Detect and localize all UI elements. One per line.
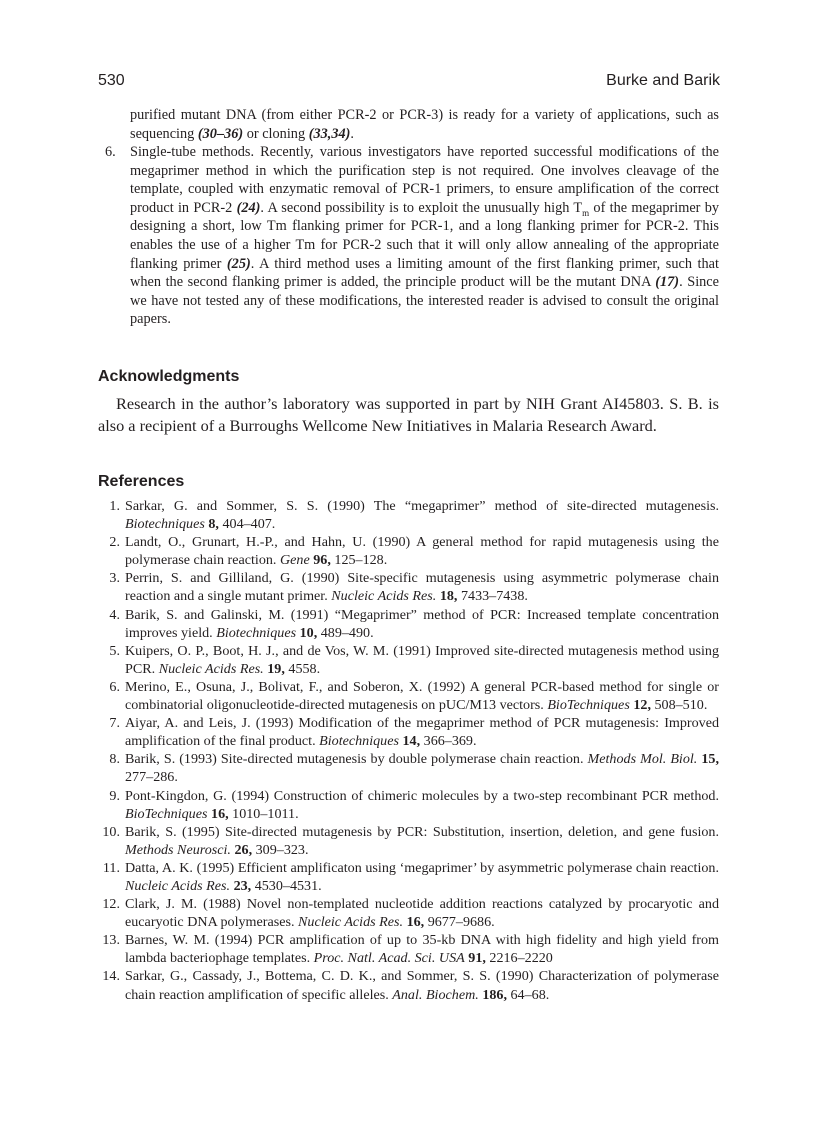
reference-pages: 489–490. <box>317 624 374 641</box>
journal-name: Nucleic Acids Res. <box>158 660 264 677</box>
subscript: m <box>582 207 590 218</box>
note-6 <box>105 143 719 329</box>
reference-pages: 309–323. <box>252 841 309 858</box>
journal-name: Methods Mol. Biol. <box>587 751 698 768</box>
reference-item <box>98 678 719 714</box>
reference-text: Landt, O., Grunart, H.-P., and Hahn, U. (1990) A general method for rapid mutagenesis using the polymerase chain reaction. <box>125 534 719 569</box>
journal-name: Biotechniques <box>319 733 399 750</box>
reference-pages: 508–510. <box>650 697 708 714</box>
reference-item <box>98 642 719 678</box>
journal-volume: 91, <box>468 950 486 967</box>
reference-item <box>98 967 719 1003</box>
journal-volume: 19, <box>267 660 285 677</box>
reference-pages: 404–407. <box>218 516 276 533</box>
reference-pages: 4530–4531. <box>251 877 322 894</box>
journal-volume: 15, <box>701 751 719 768</box>
journal-name: Nucleic Acids Res. <box>125 877 231 894</box>
reference-item <box>98 606 719 642</box>
citation: (30–36) <box>197 125 244 142</box>
reference-text: Datta, A. K. (1995) Efficient amplificaton using ‘megaprimer’ by asymmetric polymerase chain reaction. <box>125 859 719 876</box>
reference-text: Perrin, S. and Gilliland, G. (1990) Site-specific mutagenesis using asymmetric polymerase chain reaction and a single mutant primer. <box>125 570 719 605</box>
journal-name: BioTechniques <box>125 805 208 822</box>
reference-pages: 2216–2220 <box>485 950 553 967</box>
reference-text: Kuipers, O. P., Boot, H. J., and de Vos, W. M. (1991) Improved site-directed mutagenesis method using PCR. <box>125 642 719 677</box>
acknowledgments-text: Research in the author’s laboratory was supported in part by NIH Grant AI45803. S. B. is also a recipient of a Burroughs Wellcome New Initiatives in Malaria Research Award. <box>98 394 719 435</box>
reference-text: Pont-Kingdon, G. (1994) Construction of chimeric molecules by a two-step recombinant PCR method. <box>125 787 719 804</box>
reference-text: Barnes, W. M. (1994) PCR amplification of up to 35-kb DNA with high fidelity and high yield from lambda bacteriophage templates. <box>125 932 719 967</box>
reference-number: 1. <box>109 498 120 514</box>
reference-number: 8. <box>109 751 120 768</box>
journal-name: Methods Neurosci. <box>125 841 231 858</box>
reference-number: 10. <box>102 823 120 840</box>
reference-item <box>98 750 719 786</box>
journal-volume: 16, <box>406 914 425 931</box>
reference-number: 3. <box>109 570 120 587</box>
journal-volume: 12, <box>633 697 651 714</box>
journal-name: Anal. Biochem. <box>392 986 479 1003</box>
citation: (33,34) <box>308 125 351 142</box>
reference-text: Clark, J. M. (1988) Novel non-templated nucleotide addition reactions catalyzed by procaryotic and eucaryotic DNA polymerases. <box>125 896 719 931</box>
reference-text: Barik, S. (1995) Site-directed mutagenesis by PCR: Substitution, insertion, deletion, and gene fusion. <box>125 823 719 840</box>
reference-item <box>98 823 719 859</box>
reference-number: 5. <box>109 642 120 659</box>
reference-number: 7. <box>109 715 120 732</box>
journal-volume: 14, <box>402 733 421 750</box>
reference-text: Merino, E., Osuna, J., Bolivat, F., and Soberon, X. (1992) A general PCR-based method for single or combinatorial oligonucleotide-directed mutagenesis on pUC/M13 vectors. <box>125 678 719 714</box>
reference-pages: 7433–7438. <box>457 588 528 605</box>
citation: (25) <box>226 255 251 272</box>
journal-name: Nucleic Acids Res. <box>298 914 404 931</box>
note-text: . A second possibility is to exploit the unusually high T <box>260 199 583 216</box>
reference-pages: 4558. <box>284 660 321 677</box>
reference-number: 6. <box>109 678 120 695</box>
journal-name: Nucleic Acids Res. <box>331 588 437 605</box>
reference-number: 13. <box>102 932 120 949</box>
reference-item <box>98 931 719 967</box>
note-text: . <box>350 125 354 142</box>
note-text: . Since we have not tested any of these modifications, the interested reader is advised to consult the original papers. <box>130 274 720 328</box>
note-text: of the megaprimer by designing a short, low Tm flanking primer for PCR-1, and a long flanking primer for PCR-2. This enables the use of a higher Tm for PCR-2 such that it will only allow annealing of the appropriate flanking primer <box>130 199 719 272</box>
journal-name: Biotechniques <box>216 624 297 641</box>
reference-text: Barik, S. and Galinski, M. (1991) “Megaprimer” method of PCR: Increased template concentration improves yield. <box>125 606 719 641</box>
reference-item <box>98 497 719 533</box>
note-text: . A third method uses a limiting amount of the first flanking primer, such that when the second flanking primer is added, the principle product will be the mutant DNA <box>130 255 719 291</box>
note-6-text <box>130 143 719 329</box>
note-text: Single-tube methods. Recently, various investigators have reported successful modifications of the megaprimer method in which the purification step is not required. One involves cleavage of the template, coupled with enzymatic removal of PCR-1 primers, to ensure amplification of the correct product in PCR-2 <box>130 144 719 216</box>
reference-number: 12. <box>102 896 120 913</box>
journal-volume: 8, <box>208 516 219 533</box>
journal-name: Proc. Natl. Acad. Sci. USA <box>313 950 465 967</box>
journal-volume: 10, <box>299 624 318 641</box>
reference-number: 9. <box>109 787 120 804</box>
reference-number: 14. <box>102 968 120 985</box>
reference-number: 2. <box>109 534 120 551</box>
journal-name: BioTechniques <box>547 697 630 714</box>
reference-pages: 277–286. <box>125 769 178 786</box>
journal-name: Gene <box>279 552 310 569</box>
reference-pages: 1010–1011. <box>228 805 299 822</box>
note-number: 6. <box>105 144 116 160</box>
acknowledgments-heading: Acknowledgments <box>98 368 240 385</box>
note-text: or cloning <box>243 125 309 142</box>
running-head <box>98 72 720 94</box>
reference-text: Aiyar, A. and Leis, J. (1993) Modification of the megaprimer method of PCR mutagenesis: Improved amplification of the final product. <box>125 715 719 750</box>
reference-pages: 64–68. <box>506 986 550 1003</box>
reference-item <box>98 895 719 931</box>
reference-text: Barik, S. (1993) Site-directed mutagenesis by double polymerase chain reaction. <box>125 751 588 768</box>
journal-volume: 186, <box>482 986 507 1003</box>
journal-volume: 18, <box>439 588 458 605</box>
journal-volume: 23, <box>233 877 252 894</box>
citation: (17) <box>655 274 680 291</box>
page-number: 530 <box>98 72 125 89</box>
note-text: purified mutant DNA (from either PCR-2 or PCR-3) is ready for a variety of applications, such as sequencing <box>130 107 719 142</box>
reference-list <box>98 497 719 1004</box>
journal-volume: 96, <box>313 552 331 569</box>
reference-number: 11. <box>102 859 120 876</box>
citation: (24) <box>236 199 261 216</box>
reference-pages: 125–128. <box>330 552 388 569</box>
reference-number: 4. <box>109 606 120 623</box>
reference-text: Sarkar, G. and Sommer, S. S. (1990) The “megaprimer” method of site-directed mutagenesis. <box>125 498 719 514</box>
reference-item <box>98 569 719 605</box>
reference-pages: 366–369. <box>420 733 477 750</box>
reference-item <box>98 859 719 895</box>
reference-item <box>98 787 719 823</box>
journal-name: Biotechniques <box>125 516 205 533</box>
journal-volume: 16, <box>211 805 229 822</box>
reference-text: Sarkar, G., Cassady, J., Bottema, C. D. K., and Sommer, S. S. (1990) Characterization of polymerase chain reaction amplification of specific alleles. <box>125 968 719 1003</box>
reference-item <box>98 714 719 750</box>
journal-volume: 26, <box>234 841 253 858</box>
running-head-authors: Burke and Barik <box>606 72 720 89</box>
reference-pages: 9677–9686. <box>424 914 495 931</box>
references-heading: References <box>98 473 185 490</box>
reference-item <box>98 533 719 569</box>
note-5-continuation <box>130 106 719 143</box>
